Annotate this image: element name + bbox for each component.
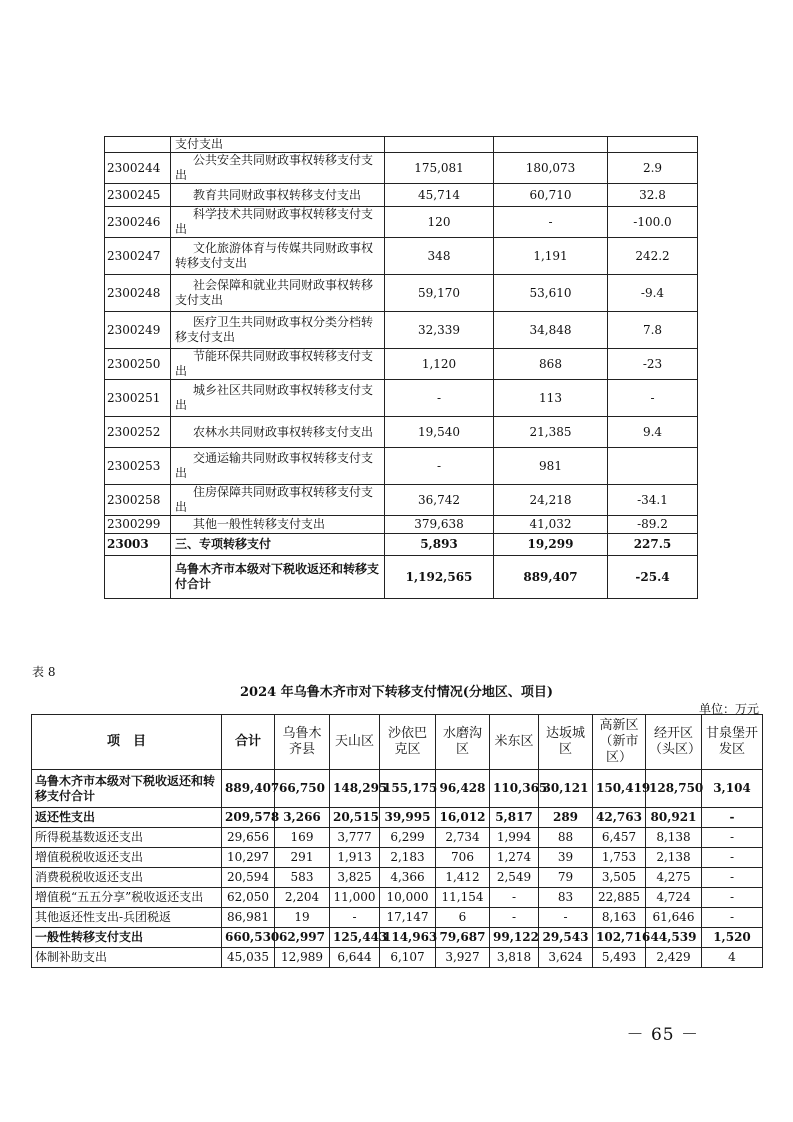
- row-value: 706: [436, 848, 490, 868]
- row-value: 39,995: [380, 808, 436, 828]
- table-row: [105, 207, 698, 238]
- row-label: 所得税基数返还支出: [32, 828, 222, 848]
- table-row: [105, 312, 698, 349]
- growth-percent: [608, 448, 698, 485]
- row-label: 消费税税收返还支出: [32, 868, 222, 888]
- item-code: 2300253: [105, 448, 171, 485]
- row-value: 1,412: [436, 868, 490, 888]
- value-2024: 889,407: [494, 556, 608, 599]
- row-value: 209,578: [222, 808, 275, 828]
- row-value: 2,183: [380, 848, 436, 868]
- header-district: 经开区（头区）: [646, 715, 702, 770]
- row-value: -: [702, 908, 763, 928]
- growth-percent: 7.8: [608, 312, 698, 349]
- item-code: 2300245: [105, 184, 171, 207]
- row-value: 150,419: [593, 770, 646, 808]
- row-value: 1,913: [330, 848, 380, 868]
- growth-percent: -9.4: [608, 275, 698, 312]
- value-2023: 175,081: [385, 153, 494, 184]
- value-2023: 19,540: [385, 417, 494, 448]
- row-value: -: [490, 888, 539, 908]
- row-value: 88: [539, 828, 593, 848]
- growth-percent: 32.8: [608, 184, 698, 207]
- growth-percent: -: [608, 380, 698, 417]
- row-value: 3,927: [436, 948, 490, 968]
- table-title: 2024 年乌鲁木齐市对下转移支付情况(分地区、项目): [239, 685, 553, 700]
- table-row: [105, 516, 698, 534]
- header-district: 合计: [222, 715, 275, 770]
- value-2024: 34,848: [494, 312, 608, 349]
- header-district: 天山区: [330, 715, 380, 770]
- value-2023: 120: [385, 207, 494, 238]
- row-label: 增值税税收返还支出: [32, 848, 222, 868]
- value-2024: 981: [494, 448, 608, 485]
- growth-percent: -34.1: [608, 485, 698, 516]
- table-row: [32, 948, 763, 968]
- row-value: 3,266: [275, 808, 330, 828]
- row-value: 86,981: [222, 908, 275, 928]
- value-2023: [385, 137, 494, 153]
- unit-label: 单位：万元: [698, 702, 759, 716]
- table-row: [32, 928, 763, 948]
- row-value: 1,520: [702, 928, 763, 948]
- growth-percent: -100.0: [608, 207, 698, 238]
- row-label: 增值税“五五分享”税收返还支出: [32, 888, 222, 908]
- table-row: [105, 184, 698, 207]
- growth-percent: 9.4: [608, 417, 698, 448]
- row-value: 5,817: [490, 808, 539, 828]
- growth-percent: -89.2: [608, 516, 698, 534]
- value-2024: 41,032: [494, 516, 608, 534]
- transfer-table-continued: [104, 136, 698, 599]
- table-row: [32, 828, 763, 848]
- item-code: 2300247: [105, 238, 171, 275]
- row-value: 29,543: [539, 928, 593, 948]
- row-value: 125,443: [330, 928, 380, 948]
- row-value: 66,750: [275, 770, 330, 808]
- row-value: -: [702, 888, 763, 908]
- value-2024: 21,385: [494, 417, 608, 448]
- row-value: 11,154: [436, 888, 490, 908]
- value-2023: 32,339: [385, 312, 494, 349]
- row-value: 3,825: [330, 868, 380, 888]
- table-label: 表 8: [32, 665, 56, 679]
- item-name: 支付支出: [171, 137, 385, 153]
- row-value: 3,624: [539, 948, 593, 968]
- value-2024: [494, 137, 608, 153]
- row-value: 169: [275, 828, 330, 848]
- row-value: 3,777: [330, 828, 380, 848]
- row-value: 1,274: [490, 848, 539, 868]
- table-row: [32, 848, 763, 868]
- row-value: 3,505: [593, 868, 646, 888]
- table-row: [105, 137, 698, 153]
- table-row: [105, 534, 698, 556]
- header-district: 高新区（新市区）: [593, 715, 646, 770]
- row-value: 128,750: [646, 770, 702, 808]
- header-district: 甘泉堡开发区: [702, 715, 763, 770]
- item-code: 2300252: [105, 417, 171, 448]
- value-2024: 868: [494, 349, 608, 380]
- item-code: 2300299: [105, 516, 171, 534]
- table-row: [105, 417, 698, 448]
- row-value: 12,989: [275, 948, 330, 968]
- row-value: 99,122: [490, 928, 539, 948]
- row-label: 其他返还性支出-兵团税返: [32, 908, 222, 928]
- item-code: 2300249: [105, 312, 171, 349]
- table-row: [32, 888, 763, 908]
- item-code: 2300251: [105, 380, 171, 417]
- row-value: -: [702, 808, 763, 828]
- item-name: 农林水共同财政事权转移支付支出: [171, 417, 385, 448]
- item-code: 2300244: [105, 153, 171, 184]
- row-value: -: [702, 848, 763, 868]
- row-value: 44,539: [646, 928, 702, 948]
- row-value: 42,763: [593, 808, 646, 828]
- table-row: [32, 868, 763, 888]
- row-value: 1,753: [593, 848, 646, 868]
- row-value: -: [490, 908, 539, 928]
- item-code: 2300250: [105, 349, 171, 380]
- row-label: 体制补助支出: [32, 948, 222, 968]
- header-district: 沙依巴克区: [380, 715, 436, 770]
- row-value: 3,104: [702, 770, 763, 808]
- row-value: 102,716: [593, 928, 646, 948]
- header-item: 项 目: [32, 715, 222, 770]
- item-name: 其他一般性转移支付支出: [171, 516, 385, 534]
- row-value: 29,656: [222, 828, 275, 848]
- value-2023: 1,192,565: [385, 556, 494, 599]
- row-value: 11,000: [330, 888, 380, 908]
- table-row: [105, 380, 698, 417]
- item-name: 城乡社区共同财政事权转移支付支出: [171, 380, 385, 417]
- row-value: 62,050: [222, 888, 275, 908]
- row-value: 3,818: [490, 948, 539, 968]
- value-2023: 59,170: [385, 275, 494, 312]
- item-name: 社会保障和就业共同财政事权转移支付支出: [171, 275, 385, 312]
- row-value: 30,121: [539, 770, 593, 808]
- value-2023: 45,714: [385, 184, 494, 207]
- row-value: 8,138: [646, 828, 702, 848]
- row-value: 5,493: [593, 948, 646, 968]
- item-name: 科学技术共同财政事权转移支付支出: [171, 207, 385, 238]
- row-value: 1,994: [490, 828, 539, 848]
- value-2024: 60,710: [494, 184, 608, 207]
- item-code: [105, 137, 171, 153]
- row-label: 返还性支出: [32, 808, 222, 828]
- growth-percent: -25.4: [608, 556, 698, 599]
- row-value: 6,299: [380, 828, 436, 848]
- row-value: 4,366: [380, 868, 436, 888]
- row-value: 45,035: [222, 948, 275, 968]
- item-name: 节能环保共同财政事权转移支付支出: [171, 349, 385, 380]
- header-district: 米东区: [490, 715, 539, 770]
- table-header-row: [32, 715, 763, 770]
- row-value: -: [539, 908, 593, 928]
- row-value: 2,429: [646, 948, 702, 968]
- item-code: 2300248: [105, 275, 171, 312]
- table-row: [32, 808, 763, 828]
- row-value: 110,365: [490, 770, 539, 808]
- growth-percent: 2.9: [608, 153, 698, 184]
- row-value: 2,734: [436, 828, 490, 848]
- item-name: 文化旅游体育与传媒共同财政事权转移支付支出: [171, 238, 385, 275]
- table-row: [105, 238, 698, 275]
- value-2023: 1,120: [385, 349, 494, 380]
- value-2024: 53,610: [494, 275, 608, 312]
- value-2024: -: [494, 207, 608, 238]
- row-value: -: [702, 828, 763, 848]
- row-value: 4: [702, 948, 763, 968]
- row-value: 10,297: [222, 848, 275, 868]
- value-2024: 1,191: [494, 238, 608, 275]
- growth-percent: -23: [608, 349, 698, 380]
- row-value: 148,295: [330, 770, 380, 808]
- value-2024: 24,218: [494, 485, 608, 516]
- value-2023: -: [385, 380, 494, 417]
- value-2023: 379,638: [385, 516, 494, 534]
- row-value: 660,530: [222, 928, 275, 948]
- item-name: 教育共同财政事权转移支付支出: [171, 184, 385, 207]
- row-value: 20,594: [222, 868, 275, 888]
- district-transfer-table: [31, 714, 763, 968]
- item-name: 住房保障共同财政事权转移支付支出: [171, 485, 385, 516]
- header-district: 水磨沟区: [436, 715, 490, 770]
- header-district: 达坂城区: [539, 715, 593, 770]
- item-code: 23003: [105, 534, 171, 556]
- row-value: 20,515: [330, 808, 380, 828]
- table-row: [105, 448, 698, 485]
- row-value: 79,687: [436, 928, 490, 948]
- row-label: 一般性转移支付支出: [32, 928, 222, 948]
- table-row: [105, 485, 698, 516]
- row-value: 2,138: [646, 848, 702, 868]
- growth-percent: 227.5: [608, 534, 698, 556]
- value-2024: 180,073: [494, 153, 608, 184]
- value-2024: 113: [494, 380, 608, 417]
- table-row: [32, 770, 763, 808]
- row-value: -: [330, 908, 380, 928]
- row-value: 6,107: [380, 948, 436, 968]
- value-2023: 36,742: [385, 485, 494, 516]
- table-row: [105, 349, 698, 380]
- row-label: 乌鲁木齐市本级对下税收返还和转移支付合计: [32, 770, 222, 808]
- row-value: 114,963: [380, 928, 436, 948]
- page-number: － 65 －: [626, 1025, 699, 1045]
- table-row: [105, 275, 698, 312]
- row-value: 62,997: [275, 928, 330, 948]
- row-value: 289: [539, 808, 593, 828]
- row-value: 4,724: [646, 888, 702, 908]
- item-name: 乌鲁木齐市本级对下税收返还和转移支付合计: [171, 556, 385, 599]
- row-value: 61,646: [646, 908, 702, 928]
- row-value: 583: [275, 868, 330, 888]
- item-name: 公共安全共同财政事权转移支付支出: [171, 153, 385, 184]
- row-value: 2,549: [490, 868, 539, 888]
- row-value: 19: [275, 908, 330, 928]
- row-value: 79: [539, 868, 593, 888]
- table-row: [32, 908, 763, 928]
- value-2023: -: [385, 448, 494, 485]
- item-code: 2300246: [105, 207, 171, 238]
- row-value: 4,275: [646, 868, 702, 888]
- item-code: 2300258: [105, 485, 171, 516]
- value-2024: 19,299: [494, 534, 608, 556]
- row-value: 17,147: [380, 908, 436, 928]
- row-value: 96,428: [436, 770, 490, 808]
- row-value: 291: [275, 848, 330, 868]
- row-value: 6: [436, 908, 490, 928]
- row-value: 155,175: [380, 770, 436, 808]
- row-value: 80,921: [646, 808, 702, 828]
- row-value: 8,163: [593, 908, 646, 928]
- row-value: -: [702, 868, 763, 888]
- row-value: 22,885: [593, 888, 646, 908]
- table-row: [105, 556, 698, 599]
- value-2023: 5,893: [385, 534, 494, 556]
- row-value: 10,000: [380, 888, 436, 908]
- item-code: [105, 556, 171, 599]
- row-value: 39: [539, 848, 593, 868]
- item-name: 三、专项转移支付: [171, 534, 385, 556]
- row-value: 889,407: [222, 770, 275, 808]
- row-value: 16,012: [436, 808, 490, 828]
- table-row: [105, 153, 698, 184]
- growth-percent: [608, 137, 698, 153]
- row-value: 2,204: [275, 888, 330, 908]
- value-2023: 348: [385, 238, 494, 275]
- row-value: 83: [539, 888, 593, 908]
- growth-percent: 242.2: [608, 238, 698, 275]
- row-value: 6,457: [593, 828, 646, 848]
- item-name: 医疗卫生共同财政事权分类分档转移支付支出: [171, 312, 385, 349]
- item-name: 交通运输共同财政事权转移支付支出: [171, 448, 385, 485]
- header-district: 乌鲁木齐县: [275, 715, 330, 770]
- row-value: 6,644: [330, 948, 380, 968]
